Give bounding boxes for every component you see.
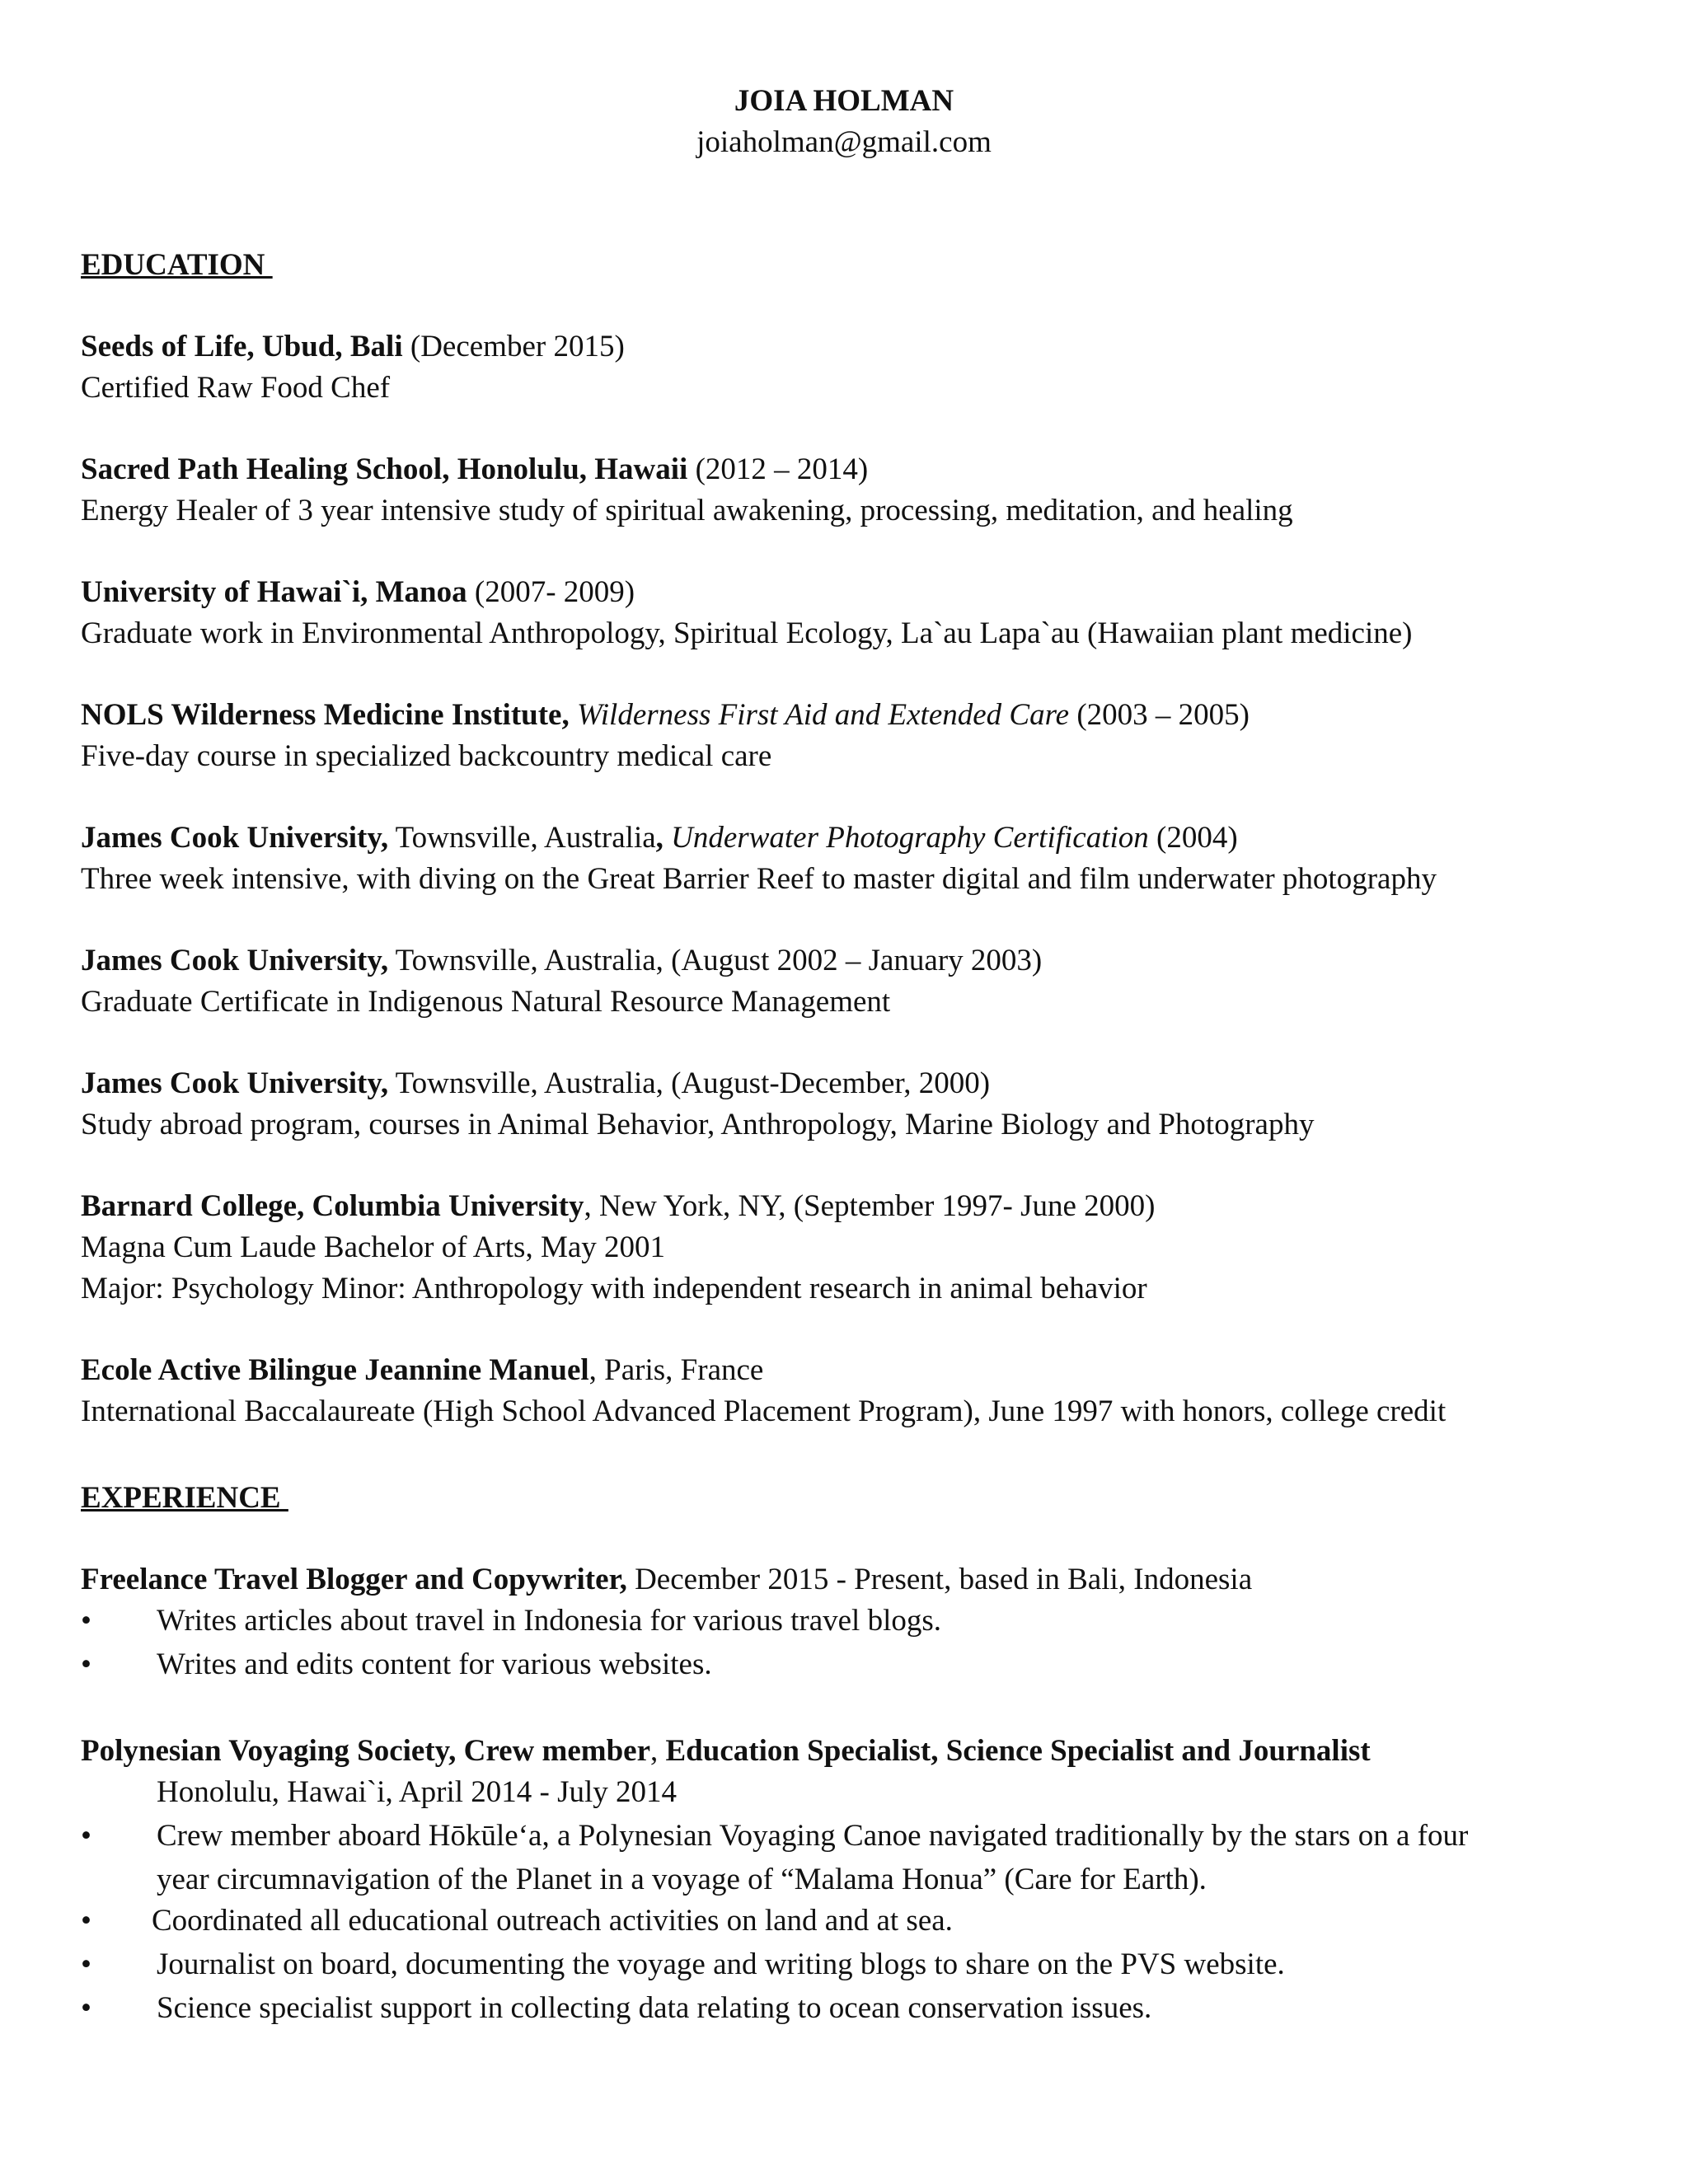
education-entry-title: University of Hawai`i, Manoa (2007- 2009) bbox=[81, 575, 635, 609]
experience-bullet: Science specialist support in collecting data relating to ocean conservation issues. bbox=[157, 1991, 1152, 2025]
bullet-icon: • bbox=[81, 1947, 91, 1981]
education-entry-desc: Graduate Certificate in Indigenous Natural Resource Management bbox=[81, 985, 891, 1019]
education-entry-title: Sacred Path Healing School, Honolulu, Hawaii (2012 – 2014) bbox=[81, 452, 869, 486]
bullet-icon: • bbox=[81, 1604, 91, 1638]
education-entry-desc: Graduate work in Environmental Anthropology, Spiritual Ecology, La`au Lapa`au (Hawaiian plant medicine) bbox=[81, 616, 1413, 650]
education-entry-title: James Cook University, Townsville, Australia, Underwater Photography Certification (2004) bbox=[81, 821, 1238, 855]
experience-bullet: Journalist on board, documenting the voyage and writing blogs to share on the PVS website. bbox=[157, 1947, 1285, 1981]
education-entry-desc: Five-day course in specialized backcountry medical care bbox=[81, 739, 772, 773]
education-entry-desc: Three week intensive, with diving on the Great Barrier Reef to master digital and film underwater photography bbox=[81, 862, 1437, 896]
bullet-icon: • bbox=[81, 1991, 91, 2025]
experience-bullet: Crew member aboard Hōkūle‘a, a Polynesian Voyaging Canoe navigated traditionally by the stars on a four bbox=[157, 1819, 1469, 1853]
education-entry-desc: Study abroad program, courses in Animal Behavior, Anthropology, Marine Biology and Photography bbox=[81, 1108, 1315, 1141]
education-entry-title: Barnard College, Columbia University, New York, NY, (September 1997- June 2000) bbox=[81, 1189, 1156, 1223]
experience-entry-title: Polynesian Voyaging Society, Crew member, Education Specialist, Science Specialist and Journalist bbox=[81, 1734, 1371, 1768]
experience-heading: EXPERIENCE bbox=[81, 1481, 288, 1515]
education-heading: EDUCATION bbox=[81, 248, 273, 282]
experience-bullet: Coordinated all educational outreach activities on land and at sea. bbox=[152, 1904, 953, 1938]
education-entry-desc: Magna Cum Laude Bachelor of Arts, May 2001 bbox=[81, 1230, 666, 1264]
bullet-icon: • bbox=[81, 1647, 91, 1681]
bullet-icon: • bbox=[81, 1819, 91, 1853]
candidate-name: JOIA HOLMAN bbox=[734, 84, 954, 118]
experience-bullet-continuation: year circumnavigation of the Planet in a voyage of “Malama Honua” (Care for Earth). bbox=[157, 1863, 1207, 1896]
education-entry-title: James Cook University, Townsville, Australia, (August-December, 2000) bbox=[81, 1066, 991, 1100]
experience-bullet: Writes and edits content for various websites. bbox=[157, 1647, 712, 1681]
experience-entry-title: Freelance Travel Blogger and Copywriter, December 2015 - Present, based in Bali, Indonesia bbox=[81, 1563, 1253, 1596]
education-entry-desc: International Baccalaureate (High School Advanced Placement Program), June 1997 with honors, college credit bbox=[81, 1394, 1447, 1428]
bullet-icon: • bbox=[81, 1904, 91, 1938]
education-entry-desc: Energy Healer of 3 year intensive study of spiritual awakening, processing, meditation, and healing bbox=[81, 494, 1293, 527]
education-entry-desc: Certified Raw Food Chef bbox=[81, 371, 391, 405]
education-entry-title: James Cook University, Townsville, Australia, (August 2002 – January 2003) bbox=[81, 944, 1043, 977]
education-entry-desc: Major: Psychology Minor: Anthropology with independent research in animal behavior bbox=[81, 1272, 1147, 1305]
experience-bullet: Writes articles about travel in Indonesia for various travel blogs. bbox=[157, 1604, 941, 1638]
education-entry-title: Ecole Active Bilingue Jeannine Manuel, Paris, France bbox=[81, 1353, 764, 1387]
candidate-email: joiaholman@gmail.com bbox=[696, 125, 992, 159]
education-entry-title: NOLS Wilderness Medicine Institute, Wilderness First Aid and Extended Care (2003 – 2005) bbox=[81, 698, 1250, 732]
experience-entry-location: Honolulu, Hawai`i, April 2014 - July 2014 bbox=[157, 1775, 678, 1809]
education-entry-title: Seeds of Life, Ubud, Bali (December 2015) bbox=[81, 330, 625, 363]
